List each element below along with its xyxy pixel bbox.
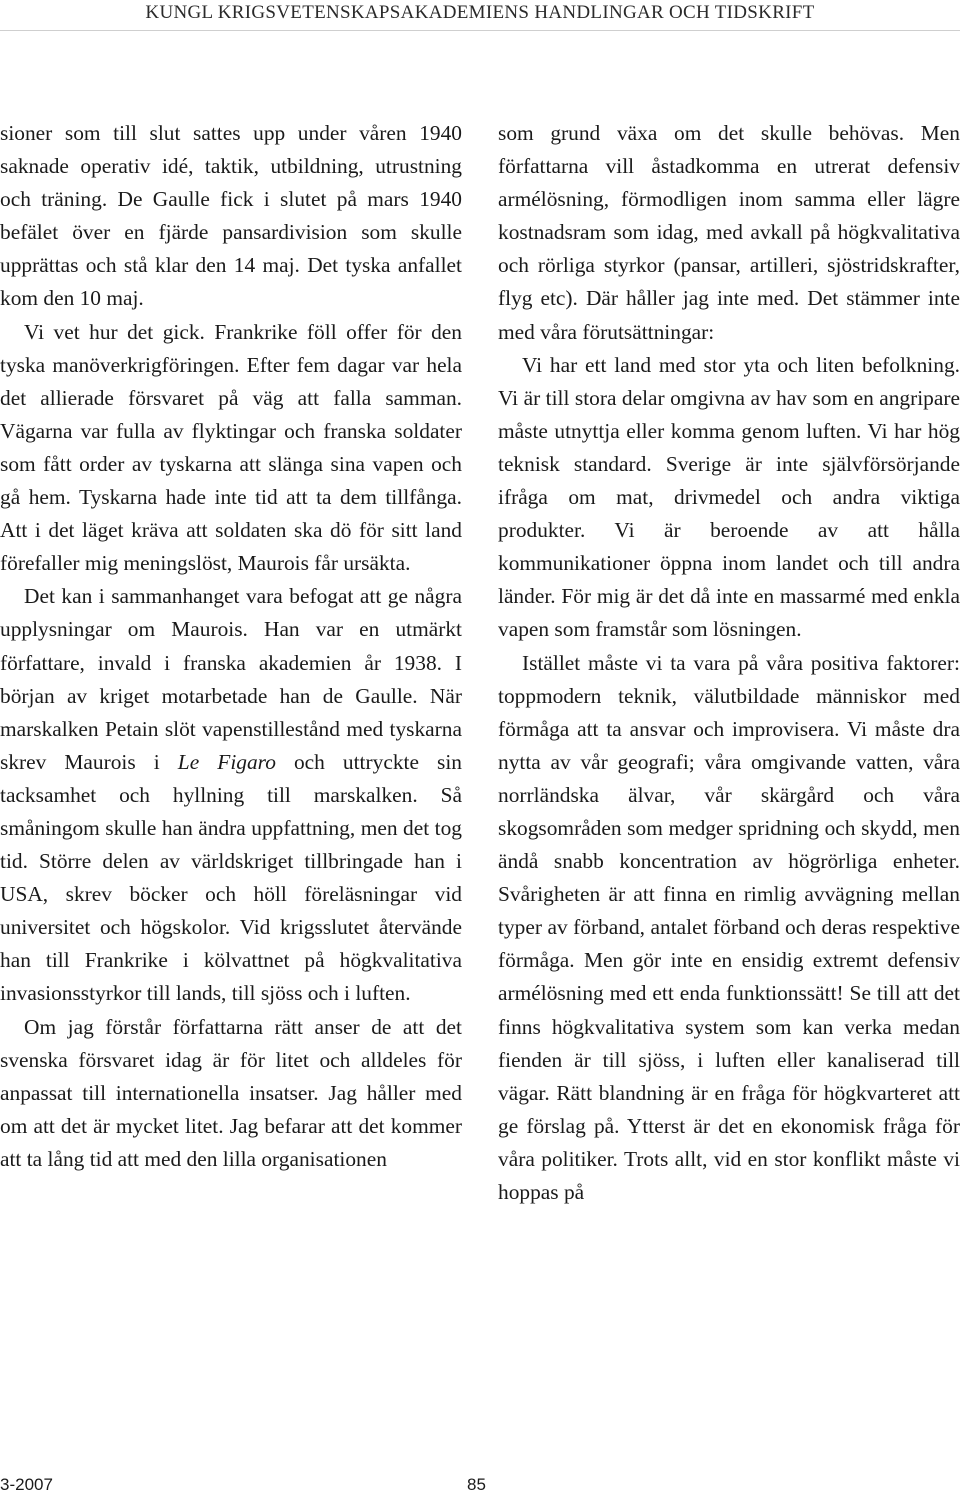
left-text-column xyxy=(0,117,462,1176)
paragraph: Vi vet hur det gick. Frankrike föll offer för den tyska manöverkrigföringen. Efter fem dagar var hela det allierade försvaret på väg att falla samman. Vägarna var fulla av flyktingar och franska soldater som fått order av tyskarna att slänga sina vapen och gå hem. Tyskarna hade inte tid att ta dem tillfånga. Att i det läget kräva att soldaten ska dö för sitt land förefaller mig meningslöst, Maurois får ursäkta. xyxy=(0,319,462,576)
paragraph: sioner som till slut sattes upp under våren 1940 saknade operativ idé, taktik, utbildning, utrustning och träning. De Gaulle fick i slutet på mars 1940 befälet över en fjärde pansardivision som skulle upprättas och stå klar den 14 maj. Det tyska anfallet kom den 10 maj. xyxy=(0,121,462,311)
newspaper-title: Le Figaro xyxy=(177,749,276,774)
issue-number: 3-2007 xyxy=(0,1475,53,1494)
journal-running-header: KUNGL KRIGSVETENSKAPSAKADEMIENS HANDLINGAR OCH TIDSKRIFT xyxy=(145,2,815,23)
paragraph: Om jag förstår författarna rätt anser de att det svenska försvaret idag är för litet och alldeles för anpassat till internationella insatser. Jag håller med om att det är mycket litet. Jag befarar att det kommer att ta lång tid att med den lilla organisationen xyxy=(0,1014,462,1171)
page-footer xyxy=(0,1474,960,1496)
right-text-column xyxy=(498,117,960,1209)
text-run: och uttryckte sin tacksamhet och hyllning till marskalken. Så småningom skulle han ändra uppfattning, men det tog tid. Större delen av världskriget tillbringade han i USA, skrev böcker och höll föreläsningar vid universitet och högskolor. Vid krigsslutet återvände han till Frankrike i kölvattnet på högkvalitativa invasionsstyrkor till lands, till sjöss och i luften. xyxy=(0,749,462,1006)
text-run: Det kan i sammanhanget vara befogat att ge några upplysningar om Maurois. Han var en utmärkt författare, invald i franska akademien år 1938. I början av kriget motarbetade han de Gaulle. När marskalken Petain slöt vapenstillestånd med tyskarna skrev Maurois i xyxy=(0,584,462,774)
paragraph: som grund växa om det skulle behövas. Men författarna vill åstadkomma en utrerat defensiv armélösning, förmodligen inom samma eller lägre kostnadsram som idag, med avkall på högkvalitativa och rörliga styrkor (pansar, artilleri, sjöstridskrafter, flyg etc). Där håller jag inte med. Det stämmer inte med våra förutsättningar: xyxy=(498,121,960,344)
paragraph xyxy=(0,580,462,1010)
header-divider xyxy=(0,30,960,31)
paragraph: Istället måste vi ta vara på våra positiva faktorer: toppmodern teknik, välutbildade människor med förmåga att ta ansvar och improvisera. Vi måste dra nytta av vår geografi; våra omgivande vatten, våra norrländska älvar, vår skärgård och våra skogsområden som medger spridning och skydd, men ändå snabb koncentration av högrörliga enheter. Svårigheten är att finna en rimlig avvägning mellan typer av förband, antalet förband och deras respektive förmåga. Men gör inte en ensidig extremt defensiv armélösning med ett enda funktionssätt! Se till att det finns högkvalitativa system som kan verka medan fienden är till sjöss, i luften eller kanaliserad till vägar. Rätt blandning är en fråga för högkvarteret att ge förslag på. Ytterst är det en ekonomisk fråga för våra politiker. Trots allt, vid en stor konflikt måste vi hoppas på xyxy=(498,650,960,1204)
page-number: 85 xyxy=(467,1475,486,1494)
paragraph: Vi har ett land med stor yta och liten befolkning. Vi är till stora delar omgivna av hav som en angripare måste utnyttja eller komma genom luften. Vi har hög teknisk standard. Sverige är inte självförsörjande ifråga om mat, drivmedel och andra viktiga produkter. Vi är beroende av att hålla kommunikationer öppna inom landet och till andra länder. För mig är det då inte en massarmé med enkla vapen som framstår som lösningen. xyxy=(498,352,960,642)
